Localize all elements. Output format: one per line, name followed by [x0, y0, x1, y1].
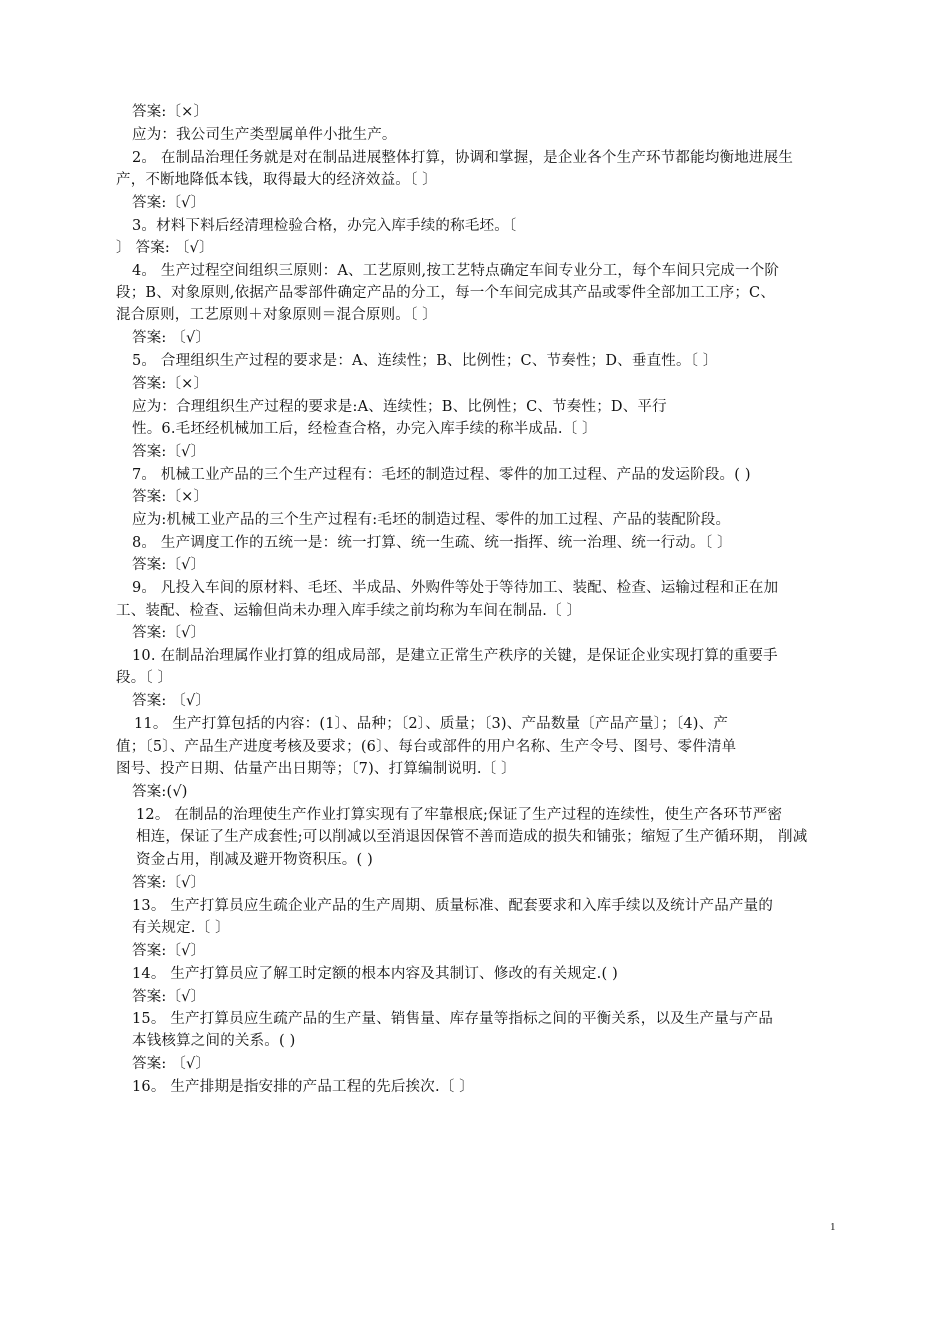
answer-line: 答案:〔×〕 [132, 104, 209, 120]
question-12-line-3: 资金占用，削减及避开物资积压。( ) [136, 852, 374, 868]
question-12-line-2: 相连，保证了生产成套性;可以削减以至消退因保管不善而造成的损失和铺张；缩短了生产循环期， 削减 [136, 829, 808, 845]
question-11-line-3: 图号、投产日期、估量产出日期等；〔7)、打算编制说明.〔 〕 [116, 761, 516, 777]
question-2-line-2: 产，不断地降低本钱，取得最大的经济效益。〔 〕 [116, 172, 437, 188]
question-7-line: 7。 机械工业产品的三个生产过程有：毛坯的制造过程、零件的加工过程、产品的发运阶段。( ) [132, 467, 751, 483]
answer-line: 答案: 〔√〕 [132, 1056, 211, 1072]
question-10-line-1: 10. 在制品治理属作业打算的组成局部，是建立正常生产秩序的关键，是保证企业实现打算的重要手 [132, 648, 778, 664]
answer-line: 答案:〔√〕 [132, 557, 206, 573]
question-4-line-1: 4。 生产过程空间组织三原则：A、工艺原则,按工艺特点确定车间专业分工，每个车间只完成一个阶 [132, 263, 780, 279]
question-2-line-1: 2。 在制品治理任务就是对在制品进展整体打算，协调和掌握，是企业各个生产环节都能均衡地进展生 [132, 150, 794, 166]
answer-line: 答案:(√) [132, 784, 188, 800]
correction-line: 应为：我公司生产类型属单件小批生产。 [132, 127, 397, 143]
question-13-line-1: 13。 生产打算员应生疏企业产品的生产周期、质量标准、配套要求和入库手续以及统计产品产量的 [132, 898, 774, 914]
question-3-line-2: 〕 答案: 〔√〕 [116, 240, 214, 256]
answer-line: 答案:〔√〕 [132, 195, 206, 211]
question-14-line: 14。 生产打算员应了解工时定额的根本内容及其制订、修改的有关规定.( ) [132, 966, 618, 982]
question-13-line-2: 有关规定.〔 〕 [132, 920, 230, 936]
answer-line: 答案:〔×〕 [132, 376, 209, 392]
page-number: 1 [830, 1221, 836, 1233]
question-6-line: 性。6.毛坯经机械加工后，经检查合格，办完入库手续的称半成品.〔 〕 [132, 421, 597, 437]
answer-line: 答案:〔√〕 [132, 875, 206, 891]
question-4-line-2: 段；B、对象原则,依据产品零部件确定产品的分工，每一个车间完成其产品或零件全部加工工序；C、 [116, 285, 776, 301]
question-12-line-1: 12。 在制品的治理使生产作业打算实现有了牢靠根底;保证了生产过程的连续性，使生产各环节严密 [136, 807, 783, 823]
question-4-line-3: 混合原则，工艺原则＋对象原则＝混合原则。〔 〕 [116, 307, 437, 323]
answer-line: 答案: 〔√〕 [132, 693, 211, 709]
answer-line: 答案:〔×〕 [132, 489, 209, 505]
question-11-line-1: 11。 生产打算包括的内容：(1〕、品种；〔2〕、质量；〔3)、产品数量〔产品产量〕；〔4)、产 [134, 716, 729, 732]
answer-line: 答案:〔√〕 [132, 444, 206, 460]
question-15-line-2: 本钱核算之间的关系。( ) [132, 1033, 296, 1049]
question-9-line-1: 9。 凡投入车间的原材料、毛坯、半成品、外购件等处于等待加工、装配、检查、运输过程和正在加 [132, 580, 779, 596]
correction-line: 应为：合理组织生产过程的要求是:A、连续性；B、比例性；C、节奏性；D、平行 [132, 399, 667, 415]
answer-line: 答案:〔√〕 [132, 625, 206, 641]
question-5-line: 5。 合理组织生产过程的要求是：A、连续性；B、比例性；C、节奏性；D、垂直性。〔 〕 [132, 353, 718, 369]
question-11-line-2: 值；〔5〕、产品生产进度考核及要求；(6〕、每台或部件的用户名称、生产令号、图号、零件清单 [116, 739, 737, 755]
question-15-line-1: 15。 生产打算员应生疏产品的生产量、销售量、库存量等指标之间的平衡关系，以及生产量与产品 [132, 1011, 774, 1027]
answer-line: 答案:〔√〕 [132, 943, 206, 959]
correction-line: 应为:机械工业产品的三个生产过程有:毛坯的制造过程、零件的加工过程、产品的装配阶段。 [132, 512, 731, 528]
question-8-line: 8。 生产调度工作的五统一是：统一打算、统一生疏、统一指挥、统一治理、统一行动。〔 〕 [132, 535, 732, 551]
question-3-line-1: 3。材料下料后经清理检验合格，办完入库手续的称毛坯。〔 [132, 218, 517, 234]
answer-line: 答案:〔√〕 [132, 989, 206, 1005]
question-10-line-2: 段。〔 〕 [116, 670, 173, 686]
question-9-line-2: 工、装配、检查、运输但尚未办理入库手续之前均称为车间在制品.〔 〕 [116, 603, 582, 619]
answer-line: 答案: 〔√〕 [132, 330, 211, 346]
question-16-line: 16。 生产排期是指安排的产品工程的先后挨次.〔 〕 [132, 1079, 474, 1095]
